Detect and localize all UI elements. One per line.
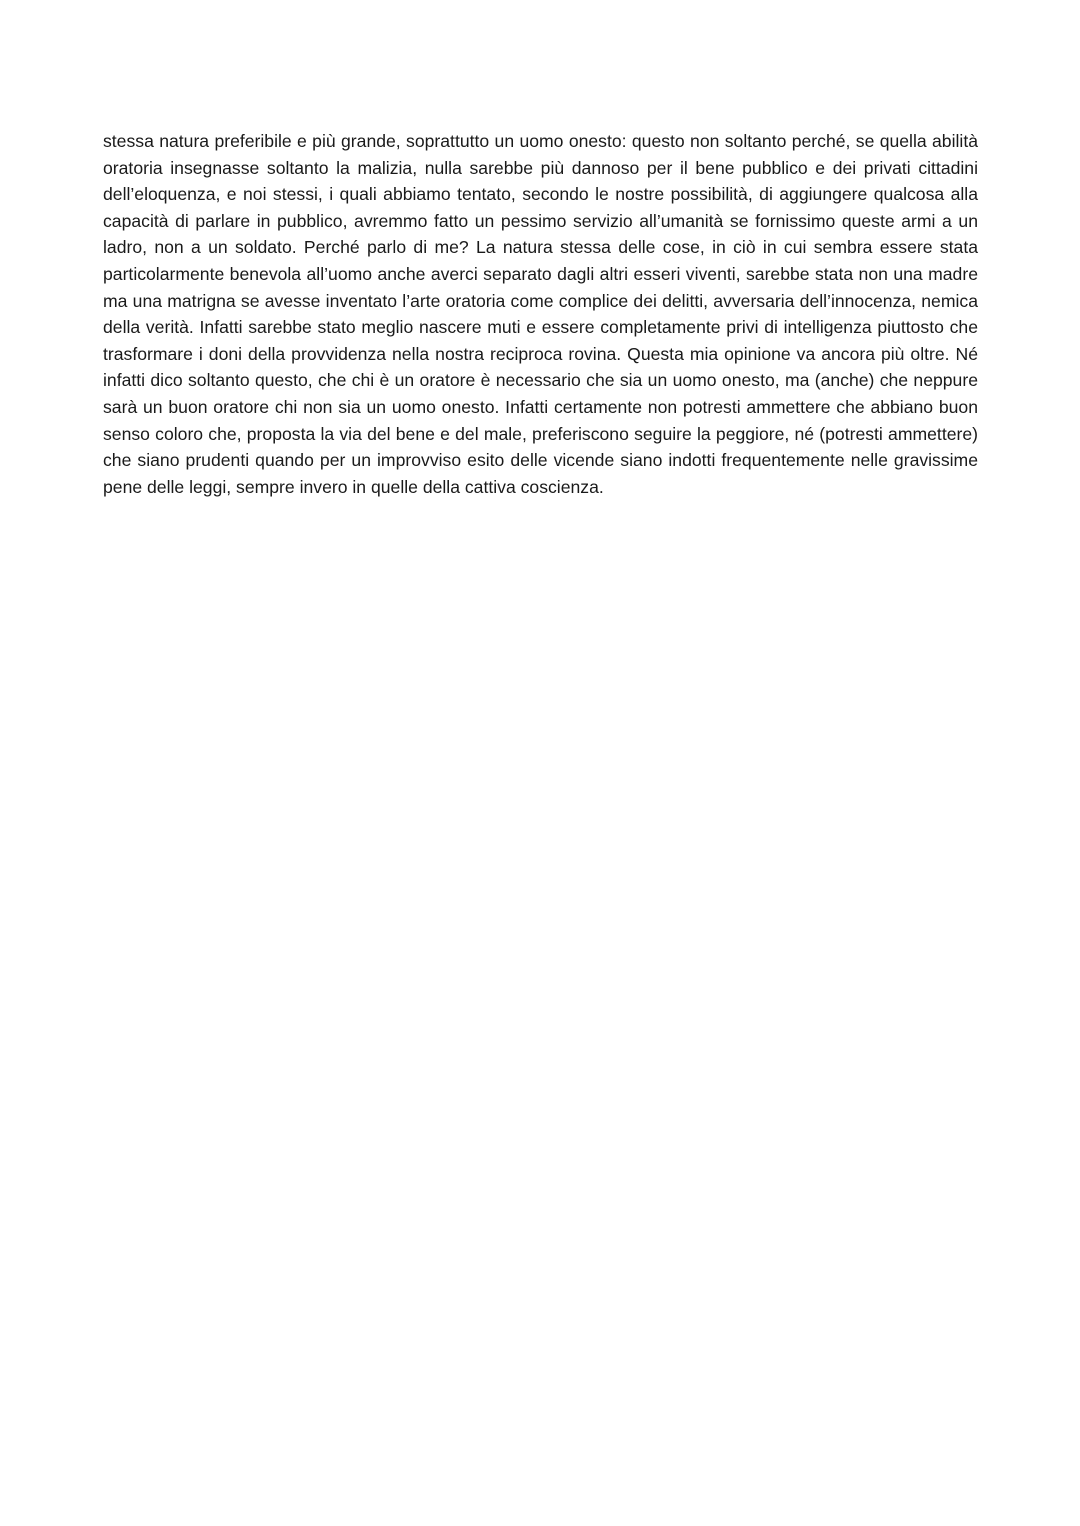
body-paragraph: stessa natura preferibile e più grande, soprattutto un uomo onesto: questo non soltanto perché, se quella abilità oratoria insegnasse soltanto la malizia, nulla sarebbe più dannoso per il bene pubblico e dei privati cittadini dell’eloquenza, e noi stessi, i quali abbiamo tentato, secondo le nostre possibilità, di aggiungere qualcosa alla capacità di parlare in pubblico, avremmo fatto un pessimo servizio all’umanità se fornissimo queste armi a un ladro, non a un soldato. Perché parlo di me? La natura stessa delle cose, in ciò in cui sembra essere stata particolarmente benevola all’uomo anche averci separato dagli altri esseri viventi, sarebbe stata non una madre ma una matrigna se avesse inventato l’arte oratoria come complice dei delitti, avversaria dell’innocenza, nemica della verità. Infatti sarebbe stato meglio nascere muti e essere completamente privi di intelligenza piuttosto che trasformare i doni della provvidenza nella nostra reciproca rovina. Questa mia opinione va ancora più oltre. Né infatti dico soltanto questo, che chi è un oratore è necessario che sia un uomo onesto, ma (anche) che neppure sarà un buon oratore chi non sia un uomo onesto. Infatti certamente non potresti ammettere che abbiano buon senso coloro che, proposta la via del bene e del male, preferiscono seguire la peggiore, né (potresti ammettere) che siano prudenti quando per un improvviso esito delle vicende siano indotti frequentemente nelle gravissime pene delle leggi, sempre invero in quelle della cattiva coscienza.: [103, 131, 978, 497]
